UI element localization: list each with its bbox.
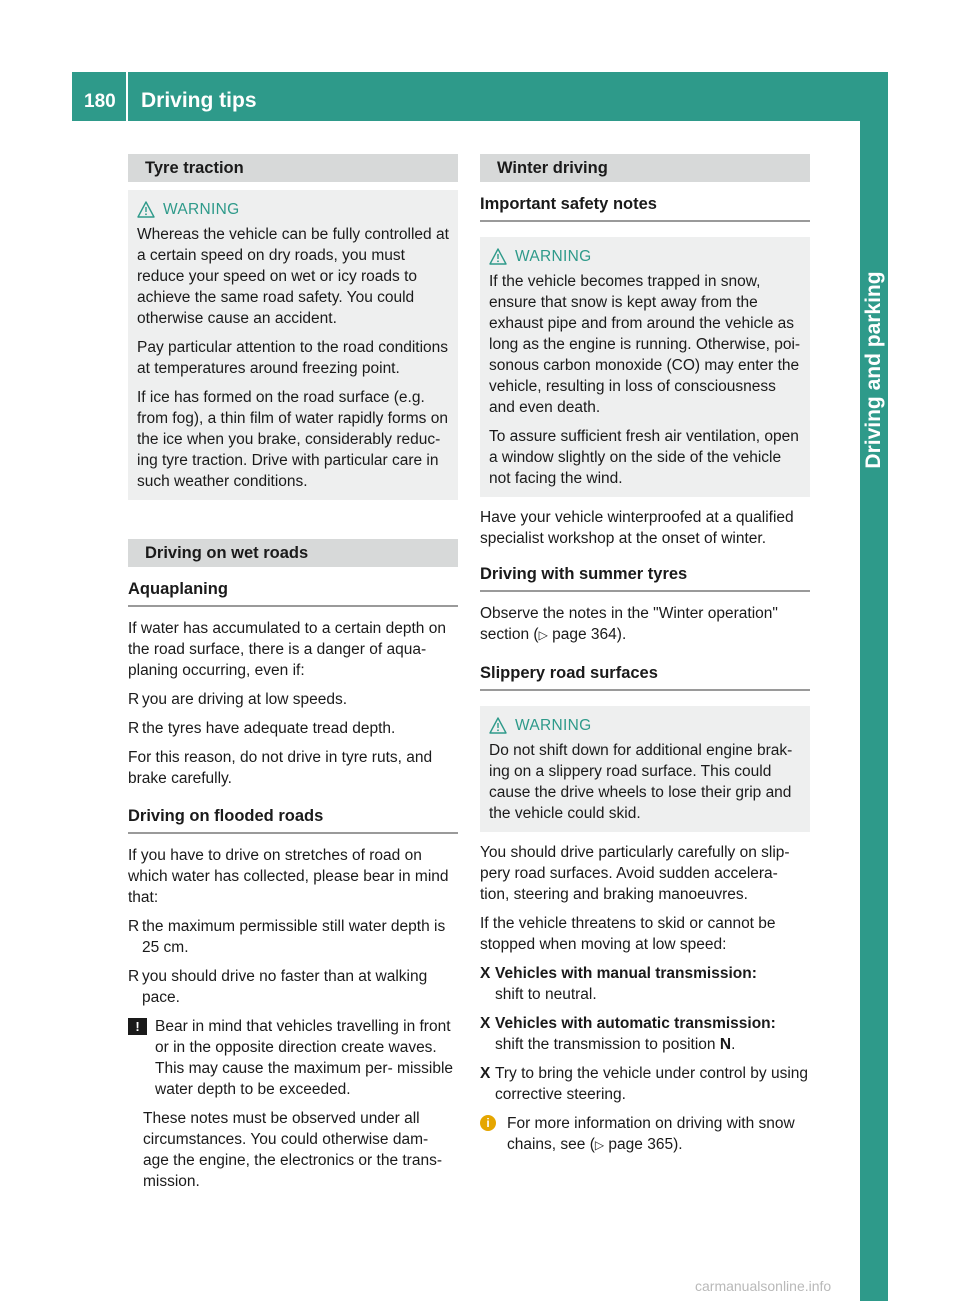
list-item <box>128 689 458 710</box>
subheading-summer-tyres: Driving with summer tyres <box>480 563 810 592</box>
warning-label: WARNING <box>163 201 240 218</box>
paragraph: Have your vehicle winterproofed at a qualified specialist workshop at the onset of winter. <box>480 509 794 547</box>
step-item <box>480 1013 810 1055</box>
info-text <box>507 1113 810 1156</box>
header-divider <box>126 72 128 121</box>
subheading-flooded-roads: Driving on flooded roads <box>128 805 458 834</box>
bullet-mark: R <box>128 720 140 737</box>
subheading-safety-notes: Important safety notes <box>480 193 810 222</box>
paragraph-text: Observe the notes in the "Winter operation" section ( <box>480 605 778 643</box>
page-reference[interactable]: page 365). <box>604 1136 683 1153</box>
info-note <box>480 1113 810 1156</box>
warning-triangle-icon <box>489 248 507 265</box>
list-item-text: you should drive no faster than at walking pace. <box>142 968 428 1006</box>
warning-triangle-icon <box>489 717 507 734</box>
page-number: 180 <box>84 91 116 112</box>
step-detail: shift to neutral. <box>495 986 597 1003</box>
bullet-mark: R <box>128 968 140 985</box>
list-item-text: the maximum permissible still water depth is 25 cm. <box>142 918 446 956</box>
step-bold: Vehicles with manual transmission: <box>495 965 757 982</box>
warning-text: Whereas the vehicle can be fully controlled at a certain speed on dry roads, you must reduce your speed on wet or icy roads to achieve the same road safety. You could otherwise cause an accident. <box>137 226 449 327</box>
warning-label: WARNING <box>515 248 592 265</box>
page-reference-arrow-icon: ▷ <box>538 628 548 642</box>
warning-text: Do not shift down for additional engine brak- ing on a slippery road surface. This could cause the drive wheels to lose their grip and the vehicle could skid. <box>489 742 793 822</box>
step-text: Try to bring the vehicle under control by using corrective steering. <box>495 1065 809 1103</box>
list-item-text: you are driving at low speeds. <box>142 691 348 708</box>
warning-box <box>480 237 810 497</box>
warning-text: Pay particular attention to the road conditions at temperatures around freezing point. <box>137 339 449 377</box>
warning-text: If ice has formed on the road surface (e.g. from fog), a thin film of water rapidly forms on the ice when you brake, considerably reduc- ing tyre traction. Drive with particular care in such weather conditions. <box>137 389 448 490</box>
info-icon: i <box>480 1115 496 1131</box>
step-arrow-icon: X <box>480 1065 491 1082</box>
info-text-start: For more information on driving with snow chains, see ( <box>507 1115 795 1153</box>
warning-triangle-icon <box>137 201 155 218</box>
page-title: Driving tips <box>141 89 257 112</box>
paragraph: You should drive particularly carefully on slip- pery road surfaces. Avoid sudden accelera- tion, steering and braking manoeuvres. <box>480 844 790 903</box>
list-item-text: the tyres have adequate tread depth. <box>142 720 396 737</box>
step-text <box>495 1013 776 1055</box>
warning-box <box>480 706 810 832</box>
list-item <box>128 718 458 739</box>
list-item <box>128 916 458 958</box>
warning-box <box>128 190 458 500</box>
step-detail: shift the transmission to position <box>495 1036 720 1053</box>
step-arrow-icon: X <box>480 965 491 982</box>
step-bold: Vehicles with automatic transmission: <box>495 1015 776 1032</box>
left-column <box>128 154 458 1200</box>
bullet-mark: R <box>128 691 140 708</box>
note <box>128 1016 458 1100</box>
step-text <box>495 963 757 1005</box>
right-column <box>480 154 810 1164</box>
step-detail-end: . <box>731 1036 736 1053</box>
note-text: Bear in mind that vehicles travelling in front or in the opposite direction create waves. This may cause the maximum per- missible water depth to be exceeded. <box>155 1018 454 1098</box>
paragraph: If the vehicle threatens to skid or cannot be stopped when moving at low speed: <box>480 915 776 953</box>
side-tab-label: Driving and parking <box>862 271 885 469</box>
exclamation-icon: ! <box>128 1018 147 1035</box>
note-text: These notes must be observed under all circumstances. You could otherwise dam- age the engine, the electronics or the trans- mission. <box>143 1110 442 1190</box>
step-item <box>480 963 810 1005</box>
step-item <box>480 1063 810 1105</box>
warning-label: WARNING <box>515 717 592 734</box>
watermark: carmanualsonline.info <box>695 1278 832 1294</box>
section-header-winter-driving: Winter driving <box>480 154 810 182</box>
warning-text: If the vehicle becomes trapped in snow, ensure that snow is kept away from the exhaust pipe and from around the vehicle as long as the engine is running. Otherwise, poi- sonous carbon monoxide (CO) may enter the vehicle, resulting in loss of consciousness and even death. <box>489 273 801 416</box>
paragraph: For this reason, do not drive in tyre ruts, and brake carefully. <box>128 749 433 787</box>
paragraph: If you have to drive on stretches of road on which water has collected, please bear in mind that: <box>128 847 449 906</box>
page-reference-arrow-icon: ▷ <box>594 1138 605 1152</box>
warning-text: To assure sufficient fresh air ventilation, open a window slightly on the side of the vehicle not facing the wind. <box>489 428 799 487</box>
step-arrow-icon: X <box>480 1015 491 1032</box>
page-reference[interactable]: page 364). <box>547 626 627 643</box>
paragraph: If water has accumulated to a certain depth on the road surface, there is a danger of aqua- planing occurring, even if: <box>128 620 446 679</box>
gear-position: N <box>719 1036 732 1053</box>
section-header-tyre-traction: Tyre traction <box>128 154 458 182</box>
subheading-aquaplaning: Aquaplaning <box>128 578 458 607</box>
list-item <box>128 966 458 1008</box>
warning-heading <box>489 715 802 736</box>
paragraph <box>480 603 810 646</box>
bullet-mark: R <box>128 918 140 935</box>
warning-heading <box>137 199 450 220</box>
section-header-wet-roads: Driving on wet roads <box>128 539 458 567</box>
warning-heading <box>489 246 802 267</box>
subheading-slippery-roads: Slippery road surfaces <box>480 662 810 691</box>
